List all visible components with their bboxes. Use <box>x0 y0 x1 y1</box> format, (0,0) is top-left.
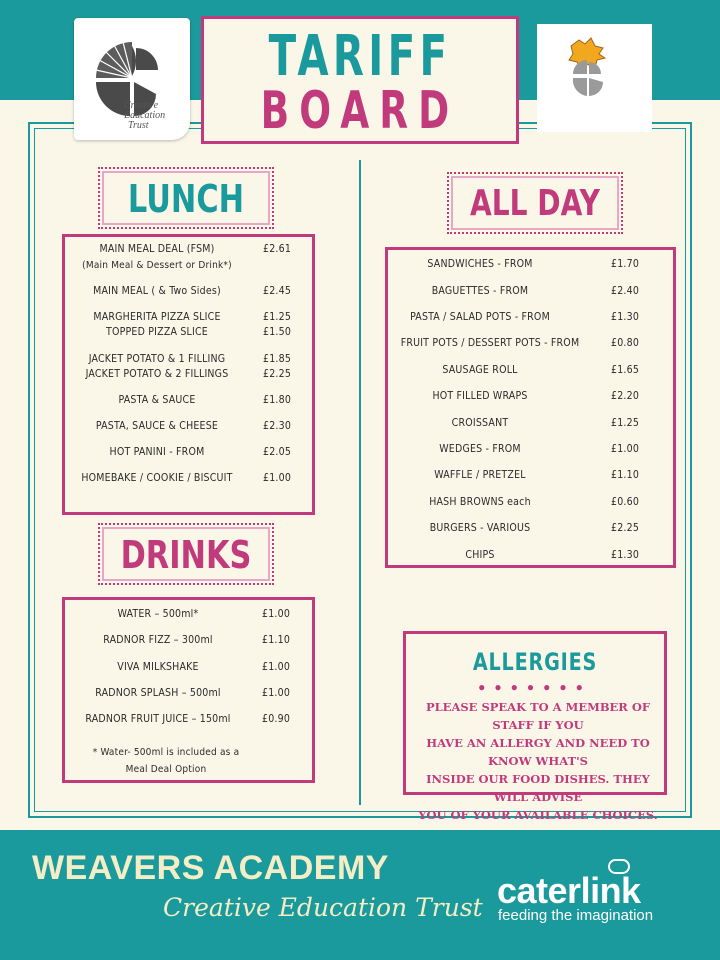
caterlink-tagline: feeding the imagination <box>498 907 654 924</box>
menu-price: £1.80 <box>263 394 292 406</box>
allergies-line: PLEASE SPEAK TO A MEMBER OF STAFF IF YOU <box>425 700 651 732</box>
allergies-panel <box>403 631 667 822</box>
allday-item: WAFFLE / PRETZEL <box>434 469 526 481</box>
lunch-panel <box>62 234 315 515</box>
tariff-board-title <box>201 16 519 144</box>
drinks-heading-box <box>98 523 274 585</box>
trust-name: Creative Education Trust <box>163 893 483 922</box>
allday-price: £1.70 <box>611 258 640 270</box>
allday-item: PASTA / SALAD POTS - FROM <box>410 311 550 323</box>
allday-price: £1.00 <box>611 443 640 455</box>
menu-price: £2.61 <box>263 243 292 255</box>
drink-price: £1.00 <box>262 661 291 673</box>
allday-heading-box <box>447 172 623 234</box>
allday-panel <box>385 247 676 568</box>
menu-item: TOPPED PIZZA SLICE <box>106 326 208 338</box>
allday-price: £2.20 <box>611 390 640 402</box>
allday-price: £2.25 <box>611 522 640 534</box>
drink-price: £1.00 <box>262 687 291 699</box>
allday-price: £0.60 <box>611 496 640 508</box>
menu-price: £1.50 <box>263 326 292 338</box>
drink-item: RADNOR FRUIT JUICE – 150ml <box>85 713 231 725</box>
menu-item-note: (Main Meal & Dessert or Drink*) <box>82 260 232 271</box>
allday-item: BAGUETTES - FROM <box>431 285 529 297</box>
allday-item: BURGERS - VARIOUS <box>429 522 531 534</box>
drinks-panel <box>62 597 315 783</box>
drink-item: WATER – 500ml* <box>117 608 199 620</box>
dot-separator: ●●●●●●● <box>478 680 592 694</box>
menu-price: £1.00 <box>263 472 292 484</box>
allday-price: £0.80 <box>611 337 640 349</box>
drinks-heading: DRINKS <box>120 533 252 577</box>
allergies-heading: ALLERGIES <box>472 648 598 676</box>
menu-item: HOMEBAKE / COOKIE / BISCUIT <box>81 472 233 484</box>
allday-item: CHIPS <box>465 549 495 561</box>
lunch-heading: LUNCH <box>127 177 245 221</box>
allergies-line: INSIDE OUR FOOD DISHES. THEY WILL ADVISE <box>426 772 650 804</box>
allday-price: £1.10 <box>611 469 640 481</box>
drink-price: £1.00 <box>262 608 291 620</box>
caterlink-logo: caterlink <box>497 870 641 911</box>
allergies-line: YOU OF YOUR AVAILABLE CHOICES. <box>418 808 658 822</box>
allday-price: £1.65 <box>611 364 640 376</box>
drinks-note: Meal Deal Option <box>125 764 207 775</box>
allday-item: SAUSAGE ROLL <box>442 364 518 376</box>
allday-item: HOT FILLED WRAPS <box>432 390 528 402</box>
allday-price: £1.25 <box>611 417 640 429</box>
allergies-line: HAVE AN ALLERGY AND NEED TO KNOW WHAT'S <box>426 736 650 768</box>
menu-item: MAIN MEAL ( & Two Sides) <box>93 285 221 297</box>
drinks-note: * Water- 500ml is included as a <box>92 747 240 758</box>
academy-name: WEAVERS ACADEMY <box>32 849 389 887</box>
allday-item: WEDGES - FROM <box>439 443 521 455</box>
lion-crest-icon <box>537 24 652 132</box>
menu-price: £1.85 <box>263 353 292 365</box>
menu-item: JACKET POTATO & 1 FILLING <box>88 353 226 365</box>
allday-item: SANDWICHES - FROM <box>427 258 533 270</box>
drink-price: £1.10 <box>262 634 291 646</box>
allday-heading: ALL DAY <box>470 183 600 224</box>
lunch-heading-box <box>98 167 274 229</box>
menu-price: £2.25 <box>263 368 292 380</box>
allday-price: £1.30 <box>611 549 640 561</box>
allday-price: £2.40 <box>611 285 640 297</box>
menu-item: PASTA, SAUCE & CHEESE <box>95 420 219 432</box>
drink-item: VIVA MILKSHAKE <box>117 661 199 673</box>
menu-item: PASTA & SAUCE <box>118 394 196 406</box>
allday-item: FRUIT POTS / DESSERT POTS - FROM <box>400 337 580 349</box>
logo-text-line: Trust <box>128 120 149 131</box>
title-line-1: TARIFF <box>268 24 452 89</box>
drink-item: RADNOR FIZZ – 300ml <box>103 634 213 646</box>
menu-item: MAIN MEAL DEAL (FSM) <box>99 243 215 255</box>
menu-price: £1.25 <box>263 311 292 323</box>
logo-text-line: Education <box>124 110 166 121</box>
menu-price: £2.45 <box>263 285 292 297</box>
menu-price: £2.30 <box>263 420 292 432</box>
logo-wordmark <box>124 101 165 131</box>
allday-item: CROISSANT <box>451 417 509 429</box>
menu-item: JACKET POTATO & 2 FILLINGS <box>85 368 229 380</box>
allday-item: HASH BROWNS each <box>429 496 531 508</box>
menu-price: £2.05 <box>263 446 292 458</box>
title-line-2: BOARD <box>260 81 460 141</box>
menu-item: MARGHERITA PIZZA SLICE <box>93 311 221 323</box>
academy-crest-logo <box>537 24 652 132</box>
column-divider <box>359 160 361 805</box>
allergies-notice <box>412 698 664 824</box>
menu-item: HOT PANINI - FROM <box>109 446 205 458</box>
logo-text-line: Creative <box>124 100 159 111</box>
drink-item: RADNOR SPLASH – 500ml <box>95 687 221 699</box>
drink-price: £0.90 <box>262 713 291 725</box>
allday-price: £1.30 <box>611 311 640 323</box>
